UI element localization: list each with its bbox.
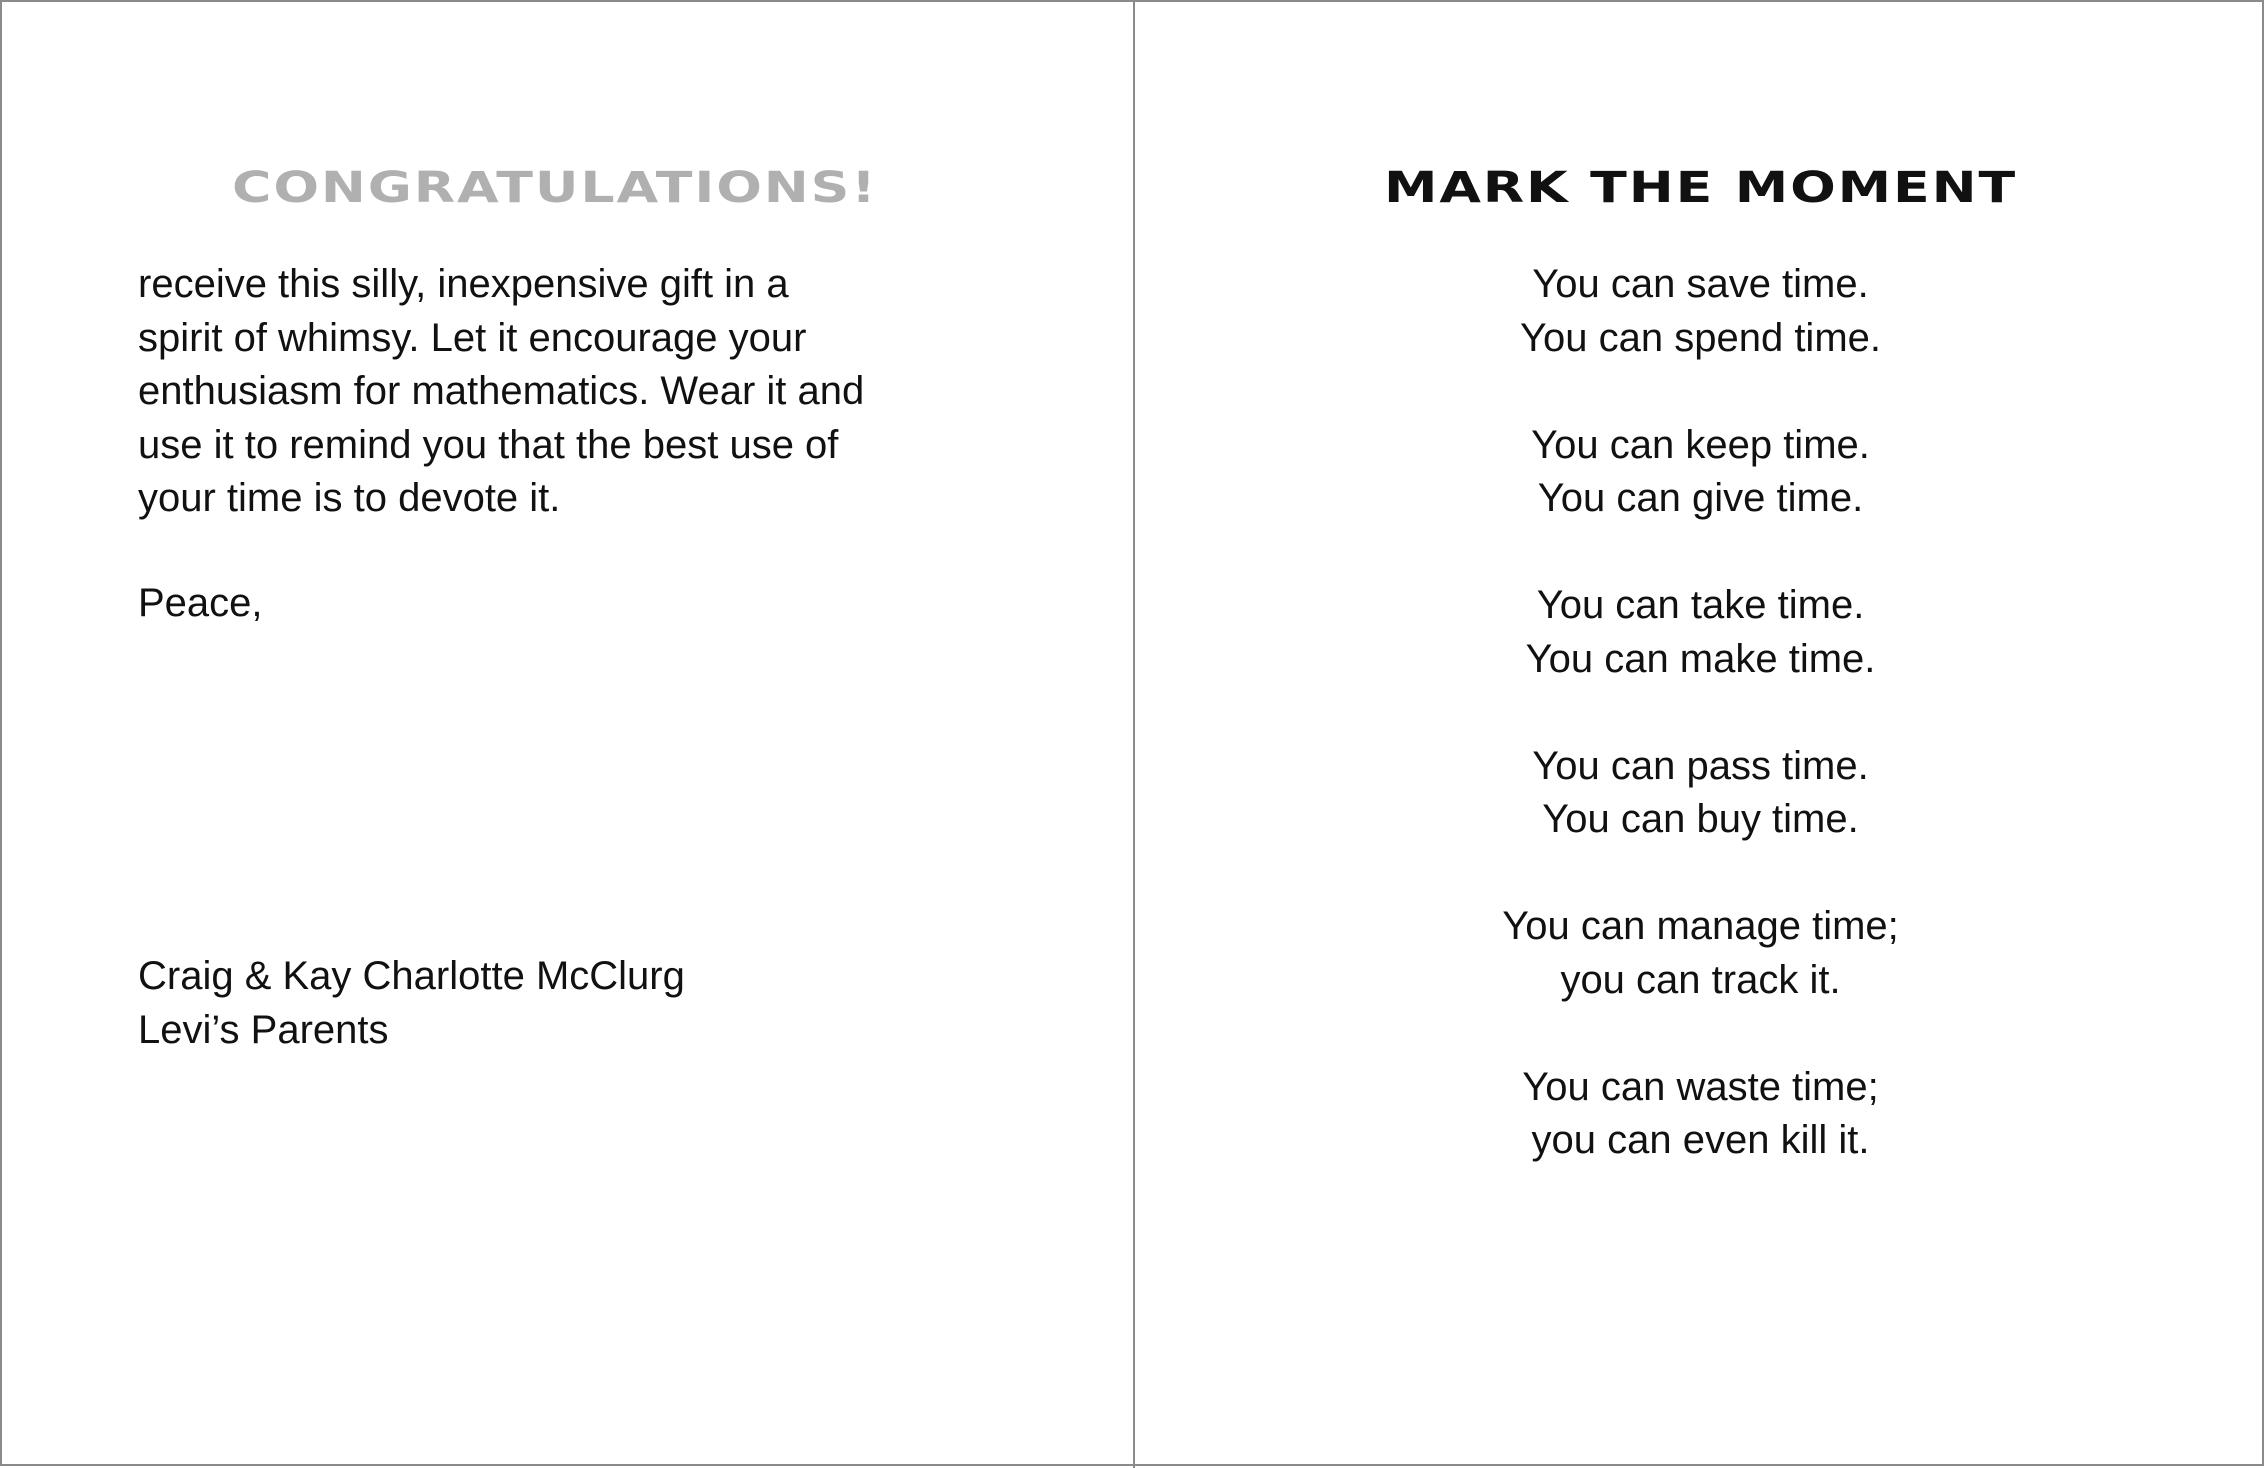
poem-line: You can pass time. [1532,743,1869,788]
letter-line: your time is to devote it. [138,476,561,520]
poem-line: you can track it. [1560,957,1841,1002]
letter-line: receive this silly, inexpensive gift in a [138,262,789,306]
poem-line: You can give time. [1537,476,1864,520]
letter-body [138,258,968,526]
poem-line: You can waste time; [1522,1064,1879,1109]
signature-relation: Levi’s Parents [138,1007,389,1052]
poem-line: You can keep time. [1531,422,1870,467]
poem-stanza [1135,1061,2264,1168]
left-page [2,2,1133,1468]
poem-line: You can save time. [1532,262,1869,306]
letter-line: enthusiasm for mathematics. Wear it and [138,369,865,413]
poem-line: You can spend time. [1520,315,1881,360]
poem-stanza [1135,258,2264,365]
letter-line: spirit of whimsy. Let it encourage your [138,315,807,360]
poem-stanza [1135,579,2264,686]
right-page-heading: MARK THE MOMENT [1383,163,2018,213]
poem-line: you can even kill it. [1531,1118,1870,1162]
poem [1135,258,2264,1221]
poem-stanza [1135,419,2264,526]
signature-names: Craig & Kay Charlotte McClurg [138,954,685,998]
poem-line: You can take time. [1536,583,1865,627]
poem-line: You can buy time. [1542,797,1859,841]
right-page [1135,2,2264,1468]
poem-stanza [1135,740,2264,847]
poem-line: You can manage time; [1502,904,1899,948]
poem-line: You can make time. [1525,636,1876,681]
letter-signature [138,950,685,1057]
letter-salutation: Peace, [138,581,263,625]
poem-stanza [1135,900,2264,1007]
left-page-heading: CONGRATULATIONS! [232,163,878,213]
letter-line: use it to remind you that the best use of [138,422,839,467]
